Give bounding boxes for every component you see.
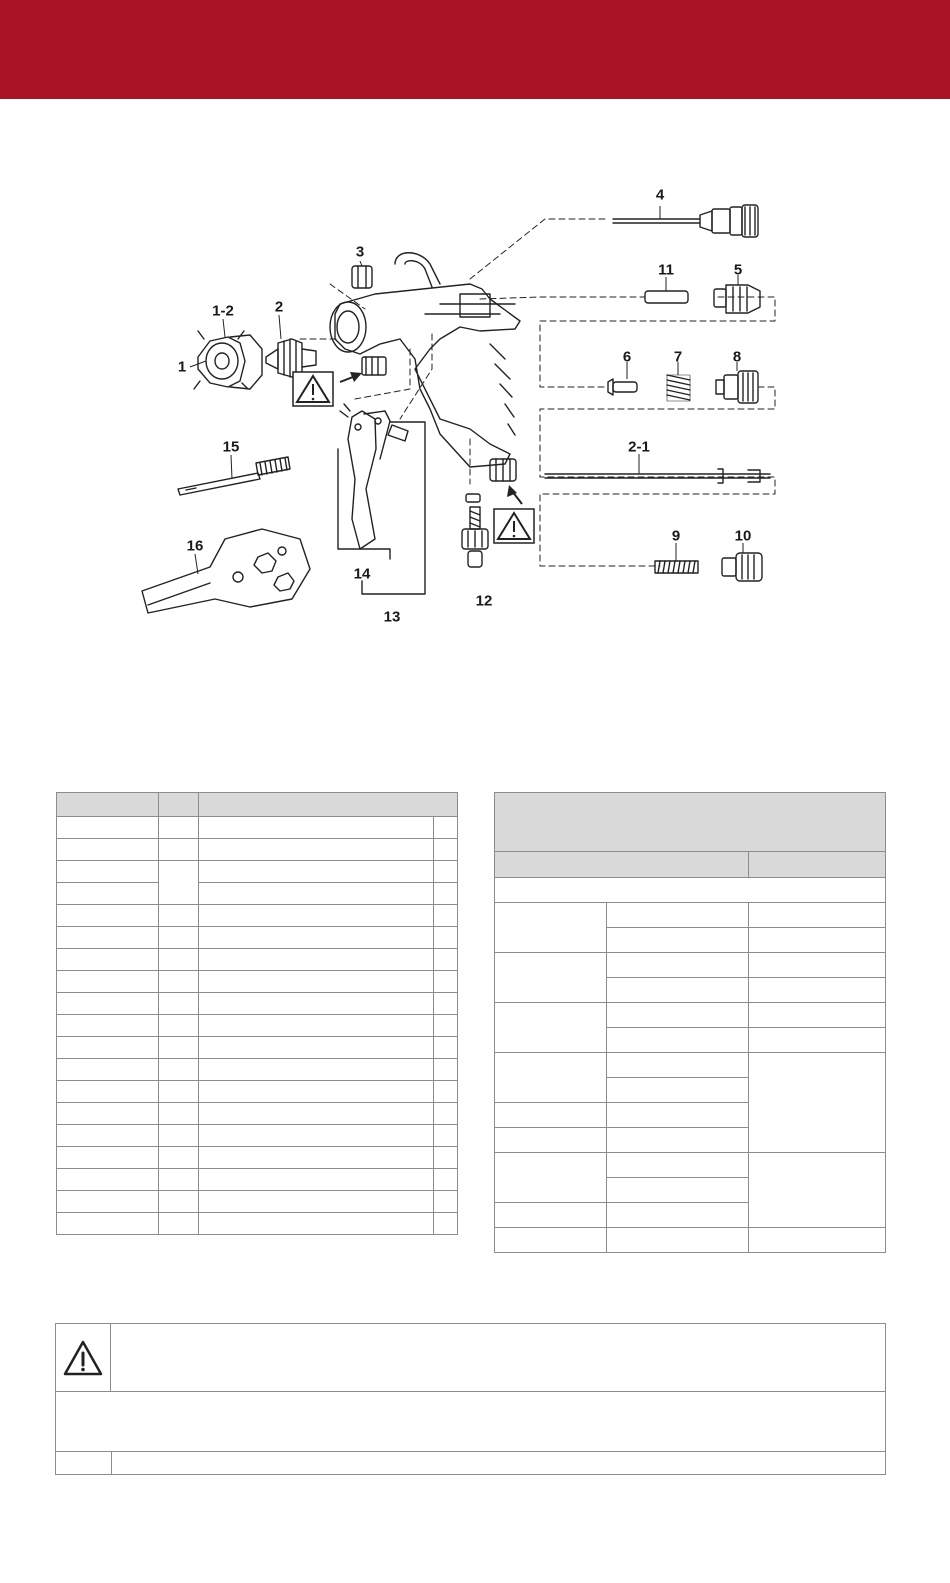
table-row bbox=[57, 1059, 458, 1081]
table-row bbox=[57, 971, 458, 993]
spec-header-row bbox=[495, 852, 886, 878]
table-row bbox=[57, 1037, 458, 1059]
table-row bbox=[57, 883, 458, 905]
callout-12: 12 bbox=[475, 592, 493, 610]
callout-11: 11 bbox=[658, 261, 674, 279]
table-header-row bbox=[57, 793, 458, 817]
callout-3: 3 bbox=[355, 243, 365, 261]
callout-8: 8 bbox=[732, 348, 742, 366]
callout-5: 5 bbox=[733, 261, 743, 279]
warning-triangle-icon bbox=[494, 485, 534, 543]
table-row bbox=[57, 905, 458, 927]
callout-2: 2 bbox=[274, 298, 284, 316]
table-row bbox=[57, 1103, 458, 1125]
warning-footer-cell bbox=[111, 1451, 112, 1475]
spray-gun-drawing bbox=[0, 99, 950, 659]
table-row bbox=[57, 1169, 458, 1191]
table-row bbox=[57, 1147, 458, 1169]
table-row bbox=[57, 993, 458, 1015]
table-row bbox=[57, 1213, 458, 1235]
spec-title-row bbox=[495, 793, 886, 852]
callout-9: 9 bbox=[671, 527, 681, 545]
parts-list-table bbox=[56, 792, 458, 1235]
top-banner bbox=[0, 0, 950, 99]
table-row bbox=[57, 1125, 458, 1147]
table-row bbox=[495, 1153, 886, 1178]
table-row bbox=[495, 903, 886, 928]
specification-table bbox=[494, 792, 886, 1253]
table-row bbox=[57, 949, 458, 971]
warning-triangle-icon bbox=[293, 372, 362, 406]
callout-7: 7 bbox=[673, 348, 683, 366]
callout-13: 13 bbox=[383, 608, 401, 626]
table-row bbox=[57, 1081, 458, 1103]
table-row bbox=[495, 878, 886, 903]
callout-15: 15 bbox=[222, 438, 240, 456]
callout-1-2: 1-2 bbox=[212, 302, 234, 320]
table-row bbox=[57, 817, 458, 839]
table-row bbox=[495, 1003, 886, 1028]
callout-10: 10 bbox=[734, 527, 752, 545]
exploded-parts-diagram bbox=[0, 99, 950, 659]
warning-notice-box bbox=[55, 1323, 886, 1475]
callout-2-1: 2-1 bbox=[628, 438, 650, 456]
warning-divider bbox=[56, 1451, 885, 1452]
callout-6: 6 bbox=[622, 348, 632, 366]
table-row bbox=[495, 1053, 886, 1078]
table-row bbox=[57, 839, 458, 861]
table-row bbox=[495, 1228, 886, 1253]
callout-4: 4 bbox=[655, 186, 665, 204]
table-row bbox=[57, 1191, 458, 1213]
callout-16: 16 bbox=[186, 537, 204, 555]
callout-1: 1 bbox=[177, 358, 187, 376]
table-row bbox=[57, 927, 458, 949]
callout-14: 14 bbox=[353, 565, 371, 583]
warning-icon-cell bbox=[56, 1324, 111, 1392]
warning-triangle-icon bbox=[61, 1338, 105, 1378]
table-row bbox=[57, 861, 458, 883]
warning-divider bbox=[56, 1391, 885, 1392]
table-row bbox=[495, 953, 886, 978]
table-row bbox=[57, 1015, 458, 1037]
